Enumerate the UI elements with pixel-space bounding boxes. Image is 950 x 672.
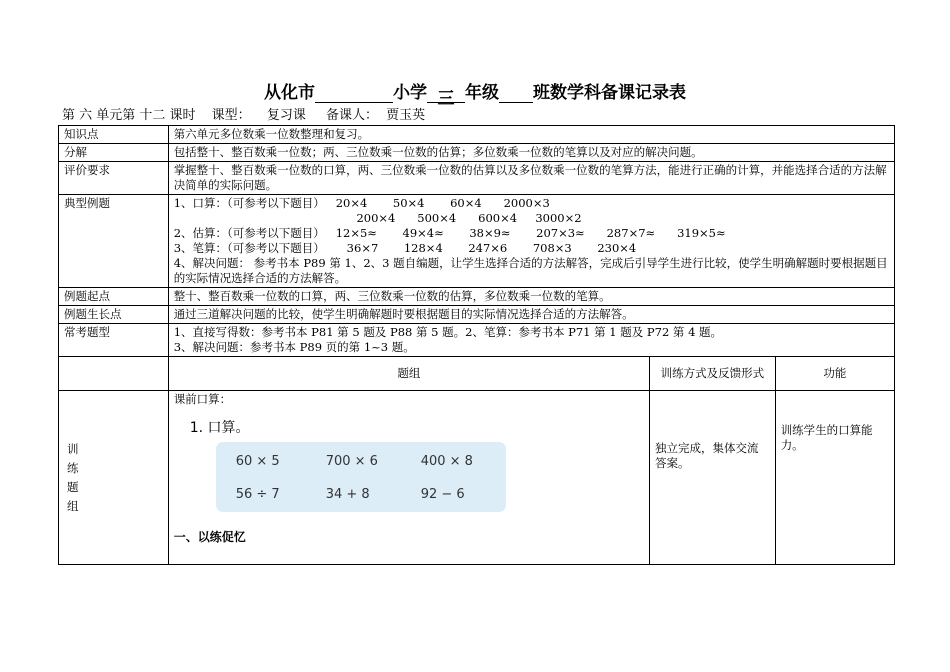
text-examples [168,195,894,288]
header-empty [59,357,169,391]
text-decompose: 包括整十、整百数乘一位数；两、三位数乘一位数的估算；多位数乘一位数的笔算以及对应的解决问题。 [168,144,894,162]
label-examples: 典型例题 [59,195,169,288]
label-start: 例题起点 [59,288,169,306]
unit-lesson: 第 六 单元第 十二 课时 [62,108,196,123]
problem-2: 700 × 6 [325,454,378,469]
text-knowledge: 第六单元多位数乘一位数整理和复习。 [168,126,894,144]
row-growth [59,306,895,324]
text-start: 整十、整百数乘一位数的口算，两、三位数乘一位数的估算，多位数乘一位数的笔算。 [168,288,894,306]
text-evaluate: 掌握整十、整百数乘一位数的口算，两、三位数乘一位数的估算以及多位数乘一位数的笔算方法，能进行正确的计算，并能选择合适的方法解决简单的实际问题。 [168,162,894,195]
label-common: 常考题型 [59,324,169,357]
example-oral-2: 200×4 500×4 600×4 3000×2 [173,211,582,225]
problem-4: 56 ÷ 7 [235,487,280,502]
city-name: 从化市 [264,83,315,103]
training-content [168,391,649,565]
lesson-type-value: 复习课 [266,108,306,123]
example-oral: 1、口算：（可参考以下题目） 20×4 50×4 60×4 2000×3 [173,196,550,210]
oral-calc-card [216,442,506,512]
header-group: 题组 [168,357,649,391]
side-char-2: 练 [67,460,79,475]
row-common [59,324,895,357]
pre-calc-label: 课前口算： [173,392,232,406]
row-knowledge [59,126,895,144]
row-training [59,391,895,565]
section-heading: 一、以练促忆 [173,530,246,544]
example-estimate: 2、估算：（可参考以下题目） 12×5≈ 49×4≈ 38×9≈ 207×3≈ 287×7≈ 319×5≈ [173,226,726,240]
row-start [59,288,895,306]
example-written: 3、笔算：（可参考以下题目） 36×7 128×4 247×6 708×3 230×4 [173,241,637,255]
class-suffix: 班数学科备课记录表 [533,83,686,103]
header-function: 功能 [775,357,894,391]
side-char-3: 题 [67,479,79,494]
label-growth: 例题生长点 [59,306,169,324]
grade-value: 三 [427,84,465,103]
common-line-1: 1、直接写得数：参考书本 P81 第 5 题及 P88 第 5 题。2、笔算：参考书本 P71 第 1 题及 P72 第 4 题。 [173,325,723,339]
card-title: 1. 口算。 [189,420,250,436]
problem-3: 400 × 8 [420,454,473,469]
row-evaluate [59,162,895,195]
text-growth: 通过三道解决问题的比较，使学生明确解题时要根据题目的实际情况选择合适的方法解答。 [168,306,894,324]
label-evaluate: 评价要求 [59,162,169,195]
lesson-plan-table [58,125,895,565]
common-line-2: 3、解决问题：参考书本 P89 页的第 1~3 题。 [173,340,415,354]
problem-1: 60 × 5 [235,454,280,469]
label-knowledge: 知识点 [59,126,169,144]
page-title [0,78,950,109]
example-problem: 4、解决问题： 参考书本 P89 第 1、2、3 题自编题，让学生选择合适的方法解答，完成后引导学生进行比较，使学生明确解题时要根据题目的实际情况选择合适的方法解答。 [173,256,888,285]
row-training-header [59,357,895,391]
side-char-4: 组 [67,498,79,513]
school-label: 小学 [393,83,427,103]
grade-label: 年级 [465,83,499,103]
label-decompose: 分解 [59,144,169,162]
training-function: 训练学生的口算能力。 [775,391,894,565]
training-method: 独立完成，集体交流答案。 [650,391,776,565]
problem-6: 92 − 6 [420,487,465,502]
blank-district [315,84,393,103]
side-char-1: 训 [67,441,79,456]
header-method: 训练方式及反馈形式 [650,357,776,391]
row-decompose [59,144,895,162]
training-side-label [59,391,169,565]
preparer-label: 备课人： [325,108,378,123]
row-examples [59,195,895,288]
problem-5: 34 + 8 [325,487,370,502]
lesson-type-label: 课型： [211,108,251,123]
blank-class [499,84,533,103]
preparer-value: 贾玉英 [386,108,426,123]
lesson-info [62,104,429,123]
text-common [168,324,894,357]
